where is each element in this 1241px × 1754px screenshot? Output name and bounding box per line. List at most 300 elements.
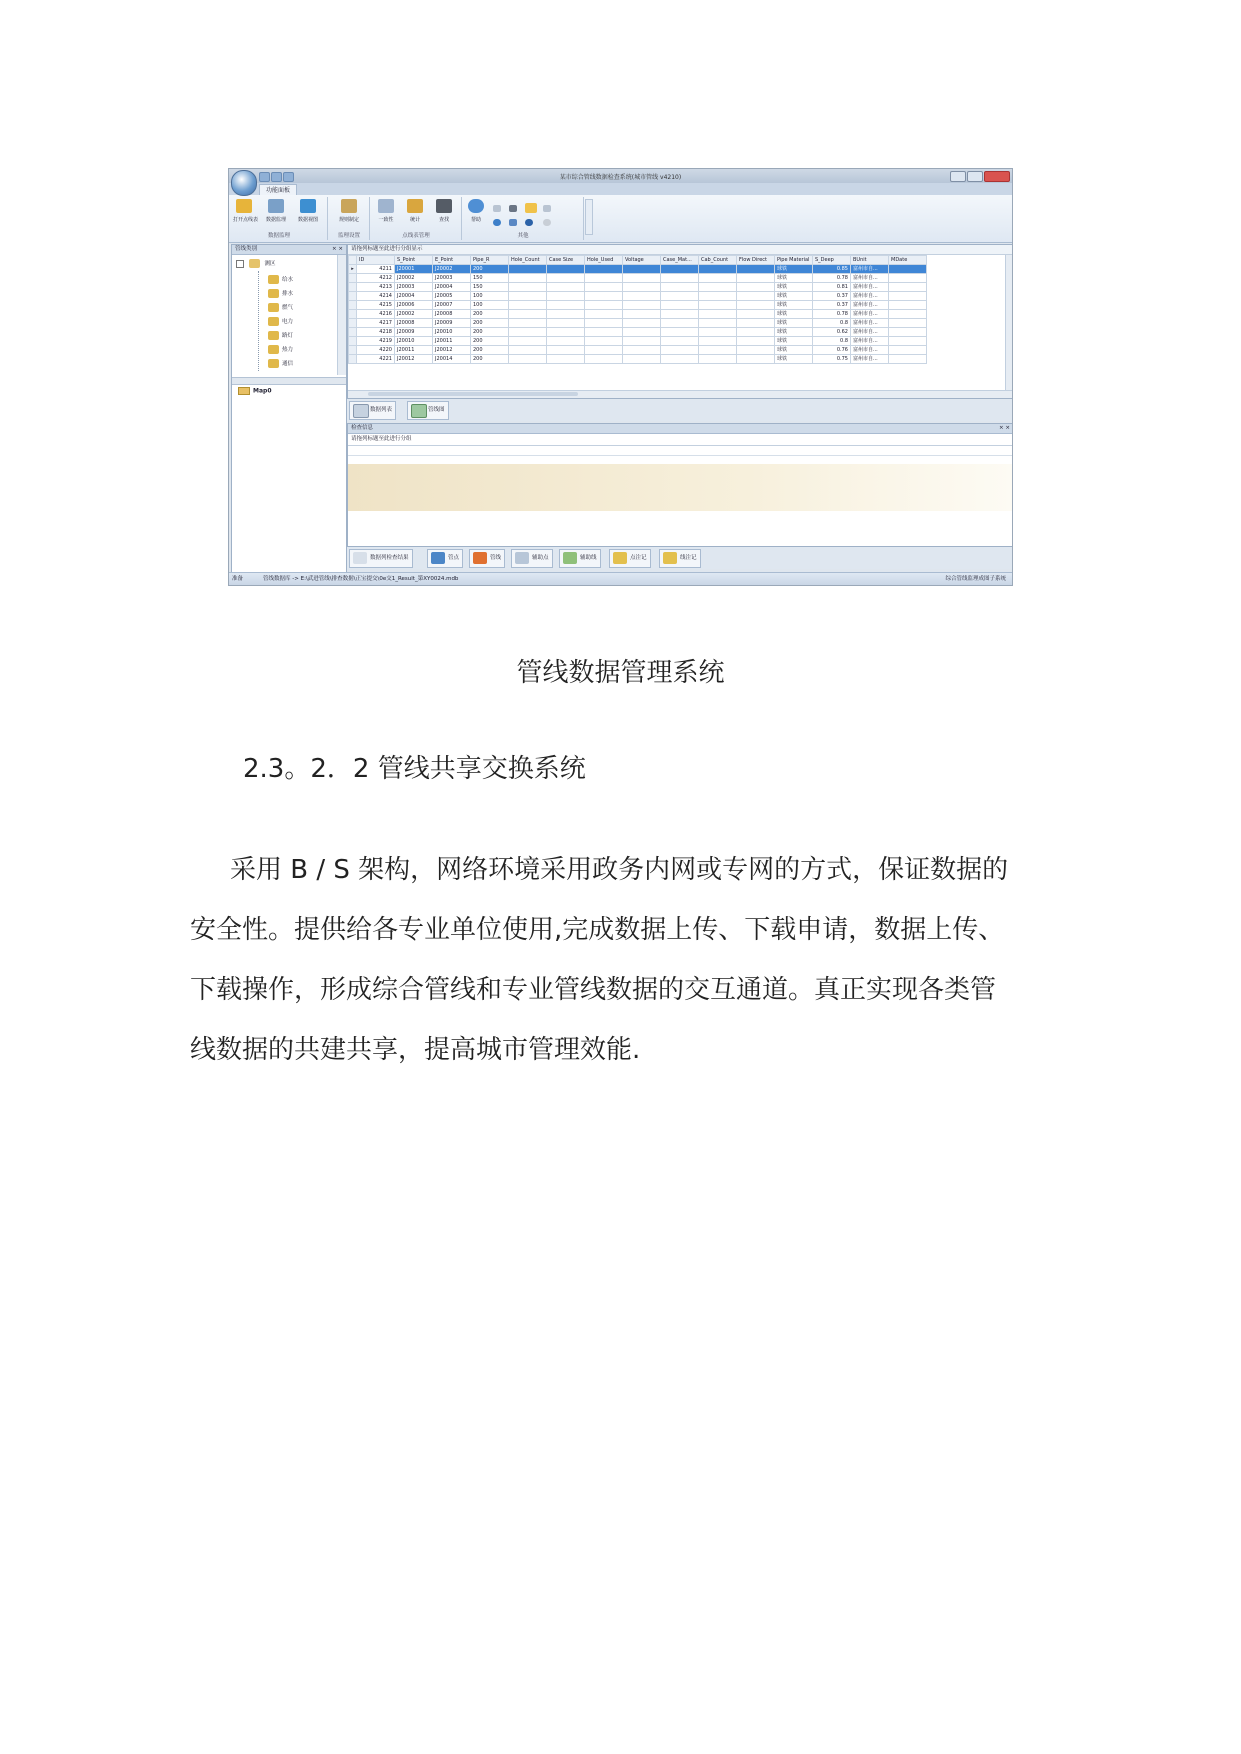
layer-tabs bbox=[347, 547, 1012, 569]
table-cell[interactable]: 4215 bbox=[357, 301, 395, 310]
table-row[interactable] bbox=[349, 355, 927, 364]
tab-pipe-map[interactable]: 管线图 bbox=[407, 401, 449, 420]
ribbon bbox=[229, 195, 1012, 243]
table-cell[interactable]: 4219 bbox=[357, 337, 395, 346]
table-cell[interactable] bbox=[585, 310, 623, 319]
tab-pipe-lines[interactable]: 管线 bbox=[469, 549, 505, 568]
table-cell[interactable] bbox=[737, 283, 775, 292]
paragraph-line: 采用 B / S 架构，网络环境采用政务内网或专网的方式，保证数据的 bbox=[230, 855, 1009, 885]
grid-column-header[interactable]: Hole_Used bbox=[585, 256, 623, 265]
table-cell[interactable] bbox=[661, 346, 699, 355]
table-cell[interactable] bbox=[623, 265, 661, 274]
table-cell[interactable] bbox=[737, 337, 775, 346]
table-cell[interactable] bbox=[547, 355, 585, 364]
table-cell[interactable]: 4212 bbox=[357, 274, 395, 283]
row-header[interactable]: ▸ bbox=[349, 265, 357, 274]
note-icon bbox=[663, 552, 677, 564]
grid-header-row bbox=[349, 256, 927, 265]
ribbon-group-settings: 规则制定 监理设置 bbox=[329, 197, 370, 240]
table-cell[interactable] bbox=[547, 292, 585, 301]
grid-column-header[interactable]: Cab_Count bbox=[699, 256, 737, 265]
table-cell[interactable]: 球铁 bbox=[775, 274, 813, 283]
table-cell[interactable] bbox=[889, 274, 927, 283]
globe-icon[interactable] bbox=[493, 219, 501, 226]
tree-item[interactable]: 电力 bbox=[268, 317, 293, 326]
table-cell[interactable] bbox=[699, 346, 737, 355]
table-cell[interactable] bbox=[585, 319, 623, 328]
table-cell[interactable]: 0.81 bbox=[813, 283, 851, 292]
table-cell[interactable]: J20004 bbox=[433, 283, 471, 292]
table-cell[interactable]: J20006 bbox=[395, 301, 433, 310]
table-cell[interactable] bbox=[737, 328, 775, 337]
table-cell[interactable]: 富州市自... bbox=[851, 346, 889, 355]
table-cell[interactable] bbox=[661, 337, 699, 346]
table-row[interactable] bbox=[349, 292, 927, 301]
aux-line-icon bbox=[563, 552, 577, 564]
check-info-panel bbox=[347, 423, 1013, 547]
tab-aux-points[interactable]: 辅助点 bbox=[511, 549, 553, 568]
table-cell[interactable] bbox=[699, 328, 737, 337]
layer-tree bbox=[232, 255, 336, 375]
table-cell[interactable]: J20008 bbox=[395, 319, 433, 328]
table-cell[interactable] bbox=[661, 319, 699, 328]
tree-item[interactable]: 路灯 bbox=[268, 331, 293, 340]
table-cell[interactable] bbox=[547, 346, 585, 355]
find-button[interactable]: 查找 bbox=[433, 199, 455, 223]
grid-horizontal-scrollbar[interactable] bbox=[348, 390, 1013, 398]
grid-column-header[interactable]: Pipe Material bbox=[775, 256, 813, 265]
grid-column-header[interactable]: Case_Mat... bbox=[661, 256, 699, 265]
table-cell[interactable]: 200 bbox=[471, 337, 509, 346]
table-cell[interactable] bbox=[623, 301, 661, 310]
row-header[interactable] bbox=[349, 310, 357, 319]
table-cell[interactable] bbox=[509, 283, 547, 292]
tree-item[interactable]: 燃气 bbox=[268, 303, 293, 312]
table-cell[interactable]: 球铁 bbox=[775, 355, 813, 364]
table-cell[interactable] bbox=[889, 283, 927, 292]
table-cell[interactable]: J20003 bbox=[395, 283, 433, 292]
grid-column-header[interactable]: ID bbox=[357, 256, 395, 265]
table-cell[interactable] bbox=[699, 292, 737, 301]
table-cell[interactable] bbox=[661, 301, 699, 310]
tab-point-notes[interactable]: 点注记 bbox=[609, 549, 651, 568]
table-cell[interactable] bbox=[699, 355, 737, 364]
layer-icon bbox=[268, 317, 279, 326]
table-cell[interactable]: 200 bbox=[471, 355, 509, 364]
table-cell[interactable]: J20009 bbox=[395, 328, 433, 337]
table-cell[interactable] bbox=[623, 337, 661, 346]
layer-icon bbox=[268, 345, 279, 354]
table-cell[interactable]: 球铁 bbox=[775, 283, 813, 292]
row-header[interactable] bbox=[349, 292, 357, 301]
table-cell[interactable]: 0.78 bbox=[813, 274, 851, 283]
table-cell[interactable] bbox=[547, 310, 585, 319]
close-icon[interactable] bbox=[984, 171, 1010, 182]
grid-column-header[interactable]: Case Size bbox=[547, 256, 585, 265]
table-cell[interactable]: 0.78 bbox=[813, 310, 851, 319]
table-cell[interactable]: 球铁 bbox=[775, 319, 813, 328]
table-cell[interactable] bbox=[509, 337, 547, 346]
table-cell[interactable] bbox=[699, 310, 737, 319]
help-button[interactable]: 帮助 bbox=[465, 199, 487, 223]
table-cell[interactable]: 富州市自... bbox=[851, 328, 889, 337]
status-subsystem: 综合管线监理成图子系统 bbox=[945, 576, 1006, 582]
tool-icon[interactable] bbox=[493, 205, 501, 212]
table-cell[interactable]: J20012 bbox=[433, 346, 471, 355]
table-cell[interactable] bbox=[737, 319, 775, 328]
table-cell[interactable] bbox=[585, 346, 623, 355]
table-cell[interactable] bbox=[509, 274, 547, 283]
table-cell[interactable]: 4220 bbox=[357, 346, 395, 355]
table-cell[interactable] bbox=[509, 301, 547, 310]
table-cell[interactable] bbox=[547, 328, 585, 337]
panel-pin-close-icon[interactable]: × × bbox=[332, 246, 343, 252]
table-cell[interactable]: 200 bbox=[471, 310, 509, 319]
statistics-button[interactable]: 统计 bbox=[404, 199, 426, 223]
table-cell[interactable]: 200 bbox=[471, 346, 509, 355]
table-cell[interactable] bbox=[699, 274, 737, 283]
table-cell[interactable]: 0.76 bbox=[813, 346, 851, 355]
table-cell[interactable] bbox=[547, 283, 585, 292]
table-cell[interactable]: 富州市自... bbox=[851, 292, 889, 301]
table-cell[interactable] bbox=[623, 328, 661, 337]
table-cell[interactable]: 4221 bbox=[357, 355, 395, 364]
table-cell[interactable]: 0.75 bbox=[813, 355, 851, 364]
table-cell[interactable]: 富州市自... bbox=[851, 265, 889, 274]
window-title: 某市综合管线数据检查系统(城市管线 v4210) bbox=[559, 174, 682, 181]
table-cell[interactable] bbox=[585, 292, 623, 301]
table-cell[interactable] bbox=[699, 301, 737, 310]
table-cell[interactable]: 富州市自... bbox=[851, 337, 889, 346]
section-heading: 2.3。2．2 管线共享交换系统 bbox=[243, 754, 586, 784]
table-cell[interactable] bbox=[623, 283, 661, 292]
table-cell[interactable]: J20002 bbox=[433, 265, 471, 274]
tab-data-list[interactable]: 数据列表 bbox=[349, 401, 396, 420]
tab-check-results[interactable]: 数据列检查结果 bbox=[349, 549, 413, 568]
table-cell[interactable] bbox=[737, 355, 775, 364]
row-header[interactable] bbox=[349, 346, 357, 355]
table-cell[interactable] bbox=[737, 292, 775, 301]
row-header[interactable] bbox=[349, 319, 357, 328]
tree-item[interactable]: 排水 bbox=[268, 289, 293, 298]
rule-icon bbox=[341, 199, 357, 213]
table-cell[interactable]: 100 bbox=[471, 301, 509, 310]
table-cell[interactable]: J20011 bbox=[395, 346, 433, 355]
table-row[interactable] bbox=[349, 328, 927, 337]
row-header[interactable] bbox=[349, 355, 357, 364]
table-cell[interactable] bbox=[661, 355, 699, 364]
table-cell[interactable]: 4214 bbox=[357, 292, 395, 301]
tab-function-panel[interactable]: 功能面板 bbox=[259, 184, 297, 196]
grid-column-header[interactable]: S_Point bbox=[395, 256, 433, 265]
table-cell[interactable] bbox=[889, 292, 927, 301]
view-tabs bbox=[347, 399, 1012, 421]
table-cell[interactable] bbox=[737, 346, 775, 355]
table-cell[interactable] bbox=[889, 310, 927, 319]
tool-icon[interactable] bbox=[509, 205, 517, 212]
table-cell[interactable] bbox=[585, 265, 623, 274]
table-cell[interactable] bbox=[889, 355, 927, 364]
map-node[interactable]: Map0 bbox=[238, 387, 272, 395]
table-cell[interactable] bbox=[889, 301, 927, 310]
grid-column-header[interactable]: Flow Direct bbox=[737, 256, 775, 265]
table-cell[interactable] bbox=[699, 337, 737, 346]
layer-tree-scrollbar[interactable] bbox=[337, 255, 346, 375]
grid-column-header[interactable]: BUnit bbox=[851, 256, 889, 265]
table-icon bbox=[353, 404, 369, 418]
table-cell[interactable]: 0.8 bbox=[813, 337, 851, 346]
table-cell[interactable]: J20010 bbox=[433, 328, 471, 337]
paragraph-line: 下载操作，形成综合管线和专业管线数据的交互通道。真正实现各类管 bbox=[190, 975, 997, 1005]
table-cell[interactable] bbox=[889, 328, 927, 337]
table-cell[interactable]: 富州市自... bbox=[851, 310, 889, 319]
table-cell[interactable]: 富州市自... bbox=[851, 301, 889, 310]
layer-icon bbox=[268, 275, 279, 284]
table-cell[interactable] bbox=[699, 265, 737, 274]
row-header[interactable] bbox=[349, 274, 357, 283]
window-controls bbox=[950, 171, 1010, 181]
table-cell[interactable] bbox=[623, 346, 661, 355]
document-icon bbox=[268, 199, 284, 213]
window-titlebar bbox=[229, 169, 1012, 183]
tree-item[interactable]: 热力 bbox=[268, 345, 293, 354]
row-header[interactable] bbox=[349, 337, 357, 346]
body-paragraph bbox=[190, 840, 1080, 1080]
table-cell[interactable] bbox=[623, 274, 661, 283]
table-cell[interactable] bbox=[509, 292, 547, 301]
table-row[interactable] bbox=[349, 265, 927, 274]
folder-open-icon bbox=[236, 199, 252, 213]
table-cell[interactable]: 球铁 bbox=[775, 265, 813, 274]
table-cell[interactable]: 球铁 bbox=[775, 328, 813, 337]
table-cell[interactable]: 富州市自... bbox=[851, 319, 889, 328]
panel-pin-close-icon[interactable]: × × bbox=[999, 425, 1010, 431]
table-cell[interactable]: J20003 bbox=[433, 274, 471, 283]
table-cell[interactable]: 球铁 bbox=[775, 292, 813, 301]
table-cell[interactable]: 富州市自... bbox=[851, 355, 889, 364]
table-row[interactable] bbox=[349, 310, 927, 319]
table-row[interactable] bbox=[349, 274, 927, 283]
highlight-tool-icon[interactable] bbox=[525, 203, 537, 213]
paragraph-line: 线数据的共建共享，提高城市管理效能. bbox=[190, 1035, 641, 1065]
table-row[interactable] bbox=[349, 301, 927, 310]
table-cell[interactable]: 0.37 bbox=[813, 301, 851, 310]
table-cell[interactable]: J20004 bbox=[395, 292, 433, 301]
view-icon bbox=[300, 199, 316, 213]
row-header[interactable] bbox=[349, 283, 357, 292]
table-cell[interactable] bbox=[737, 301, 775, 310]
table-cell[interactable]: 球铁 bbox=[775, 301, 813, 310]
group-by-hint: 请拖列标题至此进行分组显示 bbox=[348, 245, 1013, 255]
table-cell[interactable] bbox=[661, 310, 699, 319]
ribbon-scroll[interactable] bbox=[585, 199, 593, 235]
table-cell[interactable] bbox=[547, 274, 585, 283]
table-cell[interactable]: 球铁 bbox=[775, 310, 813, 319]
data-supervision-button[interactable]: 数据监理 bbox=[265, 199, 287, 223]
table-cell[interactable]: 200 bbox=[471, 319, 509, 328]
layer-icon bbox=[268, 359, 279, 368]
table-cell[interactable] bbox=[547, 337, 585, 346]
table-cell[interactable] bbox=[585, 328, 623, 337]
table-cell[interactable] bbox=[509, 328, 547, 337]
table-cell[interactable]: 0.62 bbox=[813, 328, 851, 337]
status-ready: 准备 bbox=[232, 576, 244, 582]
figure-caption: 管线数据管理系统 bbox=[516, 658, 725, 688]
rule-setup-button[interactable]: 规则制定 bbox=[338, 199, 360, 223]
table-cell[interactable] bbox=[889, 346, 927, 355]
table-cell[interactable] bbox=[737, 310, 775, 319]
table-cell[interactable]: 0.37 bbox=[813, 292, 851, 301]
paragraph-line: 安全性。提供给各专业单位使用,完成数据上传、下载申请，数据上传、 bbox=[190, 915, 1005, 945]
table-cell[interactable]: 富州市自... bbox=[851, 283, 889, 292]
maximize-icon[interactable] bbox=[967, 171, 983, 182]
table-cell[interactable] bbox=[623, 310, 661, 319]
table-cell[interactable] bbox=[509, 346, 547, 355]
grid-column-header[interactable]: Pipe_R bbox=[471, 256, 509, 265]
grid-column-header[interactable]: MDate bbox=[889, 256, 927, 265]
status-path: 管线数据库 -> E:\武进管线\排查数据\正宝提交\0e交1_Result_第XY0024.mdb bbox=[263, 576, 459, 582]
point-icon bbox=[431, 552, 445, 564]
grid-column-header[interactable]: Voltage bbox=[623, 256, 661, 265]
table-cell[interactable] bbox=[889, 265, 927, 274]
table-cell[interactable]: 150 bbox=[471, 274, 509, 283]
ribbon-group-other: 帮助 其他 bbox=[463, 197, 584, 240]
table-cell[interactable]: J20010 bbox=[395, 337, 433, 346]
table-cell[interactable]: 200 bbox=[471, 265, 509, 274]
table-cell[interactable] bbox=[585, 283, 623, 292]
check-group-hint: 请拖列标题至此进行分组 bbox=[348, 434, 1013, 446]
table-cell[interactable]: 球铁 bbox=[775, 337, 813, 346]
tool-icon[interactable] bbox=[543, 205, 551, 212]
table-cell[interactable] bbox=[509, 319, 547, 328]
grid-column-header[interactable]: Hole_Count bbox=[509, 256, 547, 265]
table-cell[interactable]: J20012 bbox=[395, 355, 433, 364]
table-cell[interactable]: 200 bbox=[471, 328, 509, 337]
table-cell[interactable]: J20011 bbox=[433, 337, 471, 346]
tab-line-notes[interactable]: 线注记 bbox=[659, 549, 701, 568]
collapse-icon[interactable] bbox=[236, 260, 244, 268]
tree-root[interactable]: 测区 bbox=[236, 259, 276, 268]
minimize-icon[interactable] bbox=[950, 171, 966, 182]
table-cell[interactable] bbox=[547, 319, 585, 328]
table-cell[interactable]: 100 bbox=[471, 292, 509, 301]
table-cell[interactable] bbox=[661, 274, 699, 283]
table-cell[interactable] bbox=[661, 283, 699, 292]
table-cell[interactable]: 富州市自... bbox=[851, 274, 889, 283]
table-cell[interactable] bbox=[661, 328, 699, 337]
row-header[interactable] bbox=[349, 328, 357, 337]
table-cell[interactable]: J20002 bbox=[395, 274, 433, 283]
table-cell[interactable]: J20005 bbox=[433, 292, 471, 301]
check-panel-title: 检查信息 bbox=[351, 425, 374, 431]
table-cell[interactable] bbox=[889, 337, 927, 346]
map-icon bbox=[411, 404, 427, 418]
tab-aux-lines[interactable]: 辅助线 bbox=[559, 549, 601, 568]
settings-icon[interactable] bbox=[543, 219, 551, 226]
table-cell[interactable]: 0.8 bbox=[813, 319, 851, 328]
layer-group-icon bbox=[249, 259, 260, 268]
table-cell[interactable] bbox=[585, 274, 623, 283]
table-cell[interactable]: 0.85 bbox=[813, 265, 851, 274]
grid-column-header[interactable]: S_Deep bbox=[813, 256, 851, 265]
table-cell[interactable]: 4211 bbox=[357, 265, 395, 274]
aux-point-icon bbox=[515, 552, 529, 564]
binoculars-icon bbox=[436, 199, 452, 213]
consistency-icon bbox=[378, 199, 394, 213]
info-icon[interactable] bbox=[525, 219, 533, 226]
table-cell[interactable] bbox=[547, 265, 585, 274]
check-results-area bbox=[348, 464, 1013, 511]
table-cell[interactable] bbox=[623, 319, 661, 328]
table-cell[interactable]: 4217 bbox=[357, 319, 395, 328]
table-cell[interactable]: J20014 bbox=[433, 355, 471, 364]
table-cell[interactable]: 4218 bbox=[357, 328, 395, 337]
table-cell[interactable] bbox=[699, 283, 737, 292]
result-icon bbox=[353, 552, 367, 564]
table-cell[interactable] bbox=[661, 265, 699, 274]
table-cell[interactable] bbox=[585, 337, 623, 346]
row-header[interactable] bbox=[349, 301, 357, 310]
layer-icon bbox=[268, 303, 279, 312]
table-cell[interactable] bbox=[623, 355, 661, 364]
table-cell[interactable] bbox=[509, 310, 547, 319]
table-row[interactable] bbox=[349, 283, 927, 292]
table-cell[interactable] bbox=[585, 301, 623, 310]
table-cell[interactable] bbox=[509, 265, 547, 274]
table-cell[interactable]: J20002 bbox=[395, 310, 433, 319]
table-cell[interactable] bbox=[737, 265, 775, 274]
table-cell[interactable]: J20007 bbox=[433, 301, 471, 310]
status-bar bbox=[229, 572, 1012, 585]
note-icon bbox=[613, 552, 627, 564]
table-cell[interactable]: J20009 bbox=[433, 319, 471, 328]
table-cell[interactable]: J20001 bbox=[395, 265, 433, 274]
tree-item[interactable]: 给水 bbox=[268, 275, 293, 284]
table-row[interactable] bbox=[349, 346, 927, 355]
table-cell[interactable] bbox=[623, 292, 661, 301]
table-cell[interactable]: 4216 bbox=[357, 310, 395, 319]
table-cell[interactable]: 150 bbox=[471, 283, 509, 292]
app-menu-orb-icon[interactable] bbox=[231, 170, 257, 196]
grid-vertical-scrollbar[interactable] bbox=[1005, 255, 1013, 390]
app-screenshot bbox=[228, 168, 1013, 586]
grid-column-header[interactable]: E_Point bbox=[433, 256, 471, 265]
window-icon[interactable] bbox=[509, 219, 517, 226]
layer-icon bbox=[268, 331, 279, 340]
table-cell[interactable]: J20008 bbox=[433, 310, 471, 319]
open-table-button[interactable]: 打开点线表 bbox=[233, 199, 255, 223]
table-cell[interactable] bbox=[737, 274, 775, 283]
tab-pipe-points[interactable]: 管点 bbox=[427, 549, 463, 568]
table-cell[interactable]: 4213 bbox=[357, 283, 395, 292]
panel-splitter[interactable] bbox=[232, 377, 346, 385]
table-cell[interactable] bbox=[585, 355, 623, 364]
table-cell[interactable] bbox=[889, 319, 927, 328]
table-cell[interactable] bbox=[547, 301, 585, 310]
table-cell[interactable]: 球铁 bbox=[775, 346, 813, 355]
table-row[interactable] bbox=[349, 337, 927, 346]
table-cell[interactable] bbox=[699, 319, 737, 328]
tree-item[interactable]: 通信 bbox=[268, 359, 293, 368]
data-grid bbox=[348, 255, 927, 364]
consistency-button[interactable]: 一致性 bbox=[375, 199, 397, 223]
layer-icon bbox=[268, 289, 279, 298]
layer-panel-title: 管线类别 bbox=[235, 246, 258, 252]
table-cell[interactable] bbox=[661, 292, 699, 301]
data-view-button[interactable]: 数据视图 bbox=[297, 199, 319, 223]
table-cell[interactable] bbox=[509, 355, 547, 364]
table-row[interactable] bbox=[349, 319, 927, 328]
